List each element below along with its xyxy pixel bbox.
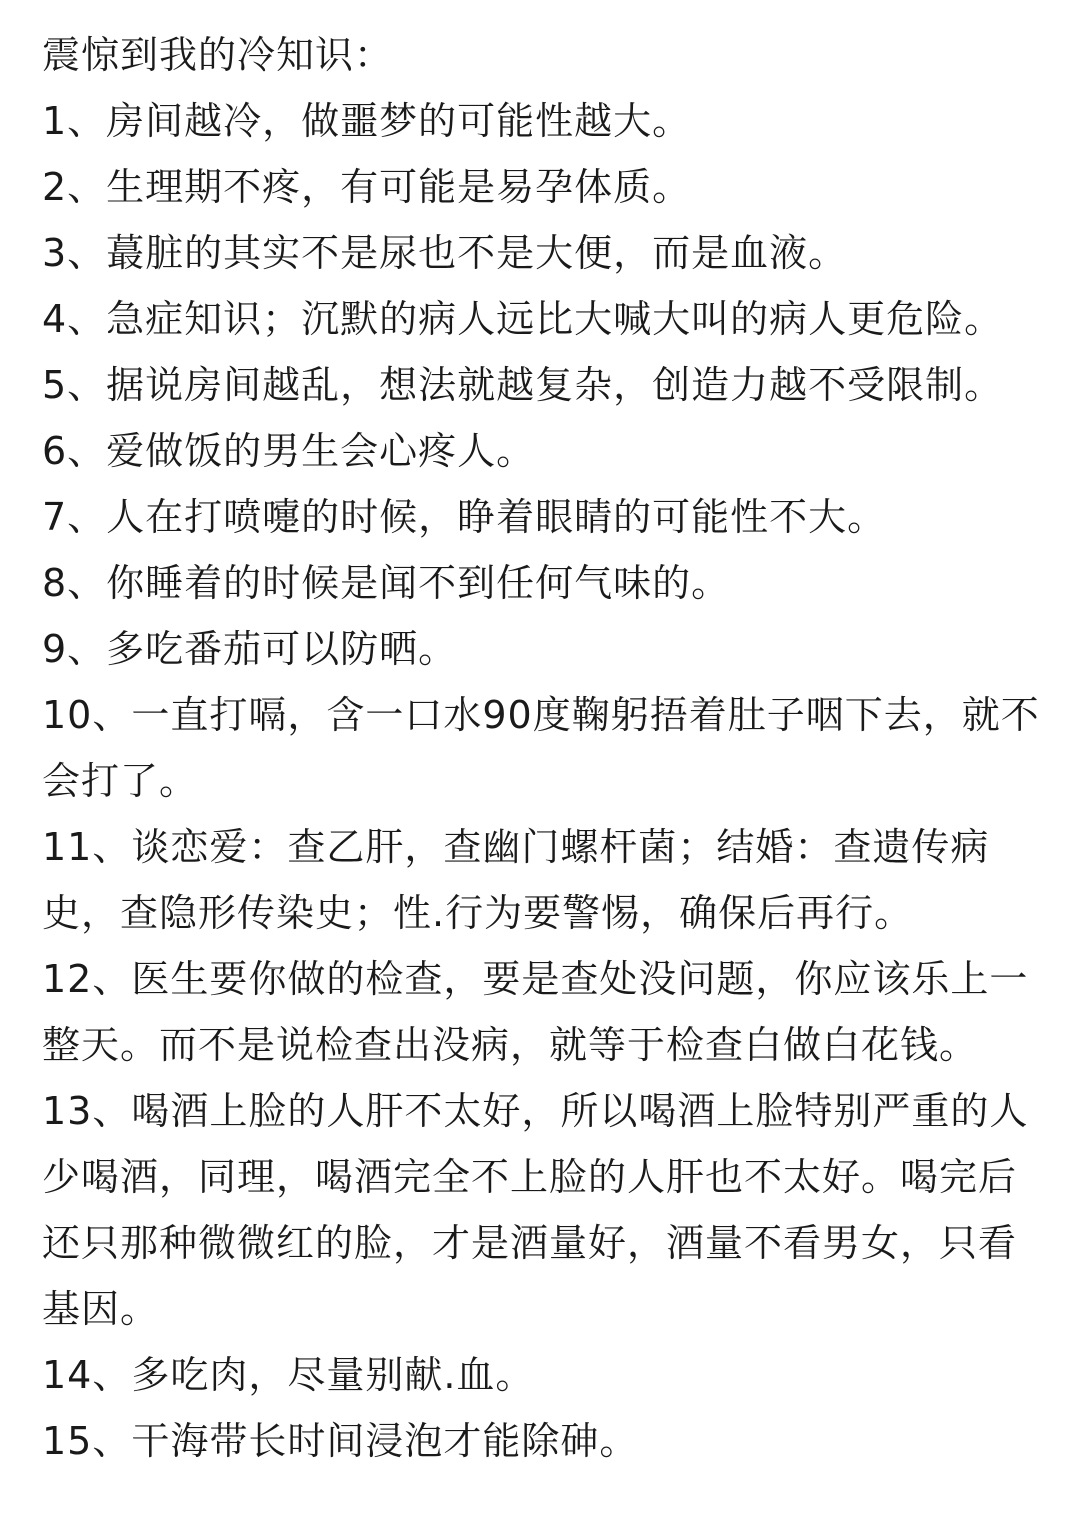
- list-item: 15、干海带长时间浸泡才能除砷。: [42, 1419, 639, 1463]
- list-item: 1、房间越冷，做噩梦的可能性越大。: [42, 99, 692, 143]
- list-item: 3、蕞脏的其实不是尿也不是大便，而是血液。: [42, 231, 848, 275]
- list-item: 9、多吃番茄可以防晒。: [42, 627, 458, 671]
- list-item: 2、生理期不疼，有可能是易孕体质。: [42, 165, 692, 209]
- document-title: 震惊到我的冷知识：: [42, 33, 394, 77]
- document-body: [42, 22, 1042, 1474]
- list-item: 14、多吃肉，尽量别献.血。: [42, 1353, 535, 1397]
- list-item: 13、喝酒上脸的人肝不太好，所以喝酒上脸特别严重的人少喝酒，同理，喝酒完全不上脸的人肝也不太好。喝完后还只那种微微红的脸，才是酒量好，酒量不看男女，只看基因。: [42, 1089, 1029, 1331]
- list-item: 12、医生要你做的检查，要是查处没问题，你应该乐上一整天。而不是说检查出没病，就等于检查白做白花钱。: [42, 957, 1029, 1067]
- list-item: 4、急症知识；沉默的病人远比大喊大叫的病人更危险。: [42, 297, 1004, 341]
- list-item: 10、一直打嗝，含一口水90度鞠躬捂着肚子咽下去，就不会打了。: [42, 693, 1040, 803]
- list-item: 5、据说房间越乱，想法就越复杂，创造力越不受限制。: [42, 363, 1004, 407]
- list-item: 7、人在打喷嚏的时候，睁着眼睛的可能性不大。: [42, 495, 887, 539]
- list-item: 8、你睡着的时候是闻不到任何气味的。: [42, 561, 731, 605]
- list-item: 11、谈恋爱：查乙肝，查幽门螺杆菌；结婚：查遗传病史，查隐形传染史；性.行为要警惕，确保后再行。: [42, 825, 990, 935]
- list-item: 6、爱做饭的男生会心疼人。: [42, 429, 536, 473]
